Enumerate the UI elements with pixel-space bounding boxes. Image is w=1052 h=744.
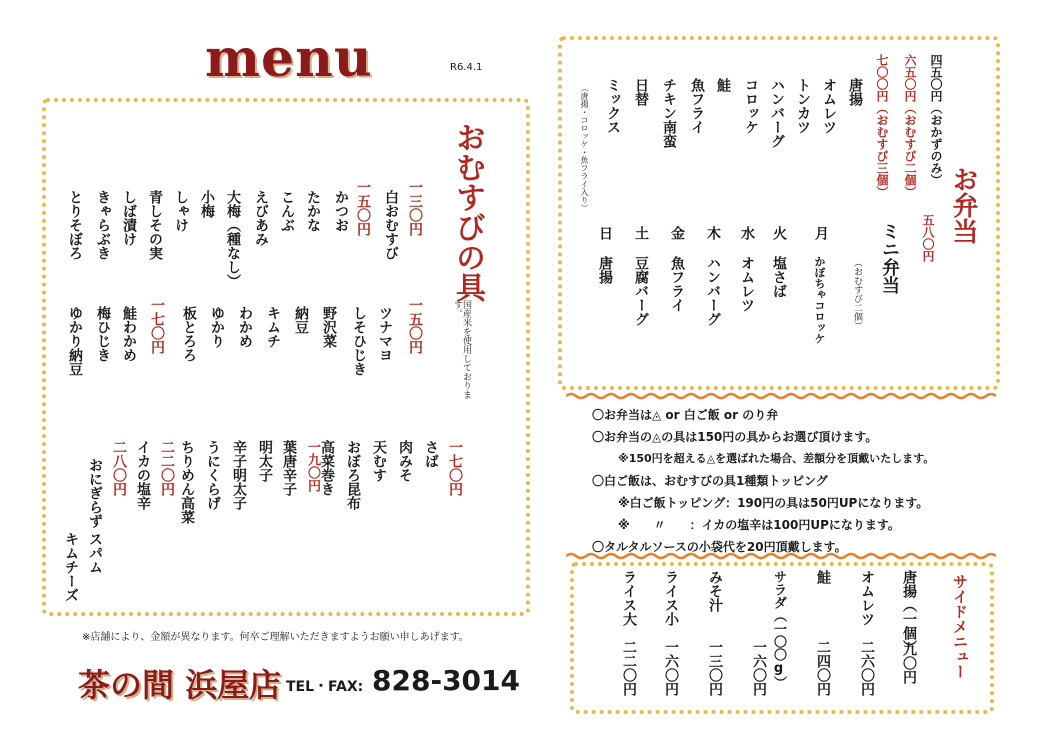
omusubi-item: おぼろ昆布 — [345, 440, 361, 510]
day-dish: 唐揚 — [597, 256, 613, 284]
info-line: ※150円を超える◬を選ばれた場合、差額分を頂戴いたします。 — [618, 452, 935, 465]
side-item-price: 一六〇円 — [751, 640, 767, 696]
omusubi-item: 納豆 — [293, 306, 309, 334]
bento-item: ミックス — [605, 78, 621, 134]
day-label: 土 — [633, 226, 649, 240]
omusubi-item: 野沢菜 — [321, 306, 337, 348]
tel-label: TEL・FAX: — [286, 679, 364, 695]
omusubi-item: 葉唐辛子 — [281, 440, 297, 496]
omusubi-item: イカの塩辛 — [135, 440, 151, 510]
omusubi-item: 小梅 — [199, 190, 215, 218]
side-item-name: 唐揚（一個） — [901, 570, 917, 654]
bento-item: 魚フライ — [689, 78, 705, 134]
omusubi-item: キムチ — [265, 306, 281, 348]
mini-price: 五八〇円 — [921, 214, 935, 262]
omusubi-item: とりそぼろ — [67, 190, 83, 260]
omusubi-item: キムチーズ — [63, 532, 79, 602]
side-item-price: 一六〇円 — [663, 640, 679, 696]
omusubi-item: スパム — [87, 532, 103, 574]
omusubi-item: ちりめん高菜 — [179, 440, 195, 524]
side-item-price: 二四〇円 — [815, 640, 831, 696]
day-dish: 豆腐バーグ — [633, 256, 649, 326]
bento-heading: お弁当 — [948, 166, 978, 244]
price-170-b: 一七〇円 — [447, 440, 463, 496]
price-190: 一九〇円 — [305, 440, 320, 492]
omusubi-item: しば漬け — [121, 190, 137, 246]
omusubi-item: わかめ — [237, 306, 253, 348]
side-heading: サイドメニュー — [951, 574, 969, 679]
price-220: 二二〇円 — [159, 440, 175, 496]
info-line: 〇白ご飯は、おむすびの具1種類トッピング — [592, 474, 828, 488]
info-line: 〇タルタルソースの小袋代を20円頂戴します。 — [592, 540, 847, 554]
omusubi-item: うにくらげ — [205, 440, 221, 510]
bento-item: ハンバーグ — [769, 78, 785, 148]
day-label: 木 — [705, 226, 721, 240]
omusubi-item: きゃらぶき — [95, 190, 111, 260]
bento-item: オムレツ — [821, 78, 837, 134]
menu-title: menu — [205, 28, 373, 89]
side-item-name: ライス大 — [621, 570, 637, 626]
info-line: 〇お弁当は◬ or 白ご飯 or のり弁 — [592, 408, 779, 422]
omusubi-item: さば — [423, 440, 439, 468]
omusubi-heading: おむすびの具 — [450, 122, 485, 302]
wave-divider-top — [566, 392, 996, 400]
omusubi-item: しゃけ — [173, 190, 189, 232]
side-item-price: 九〇円 — [901, 642, 917, 684]
day-dish: オムレツ — [739, 256, 755, 312]
side-item-name: 鮭 — [815, 570, 831, 584]
bento-price: 六五〇円（おむすび二個） — [903, 54, 917, 198]
price-150-a: 一五〇円 — [355, 180, 371, 236]
omusubi-item: 梅ひじき — [95, 306, 111, 362]
side-item-name: みそ汁 — [707, 570, 723, 612]
price-280: 二八〇円 — [111, 440, 127, 496]
omusubi-item: 肉みそ — [397, 440, 413, 482]
info-line: ※白ご飯トッピング：190円の具は50円UPになります。 — [618, 496, 929, 510]
day-label: 水 — [739, 226, 755, 240]
day-dish: かぼちゃコロッケ — [813, 256, 826, 344]
day-label: 月 — [813, 226, 829, 240]
wave-divider-bottom — [566, 552, 996, 560]
mini-sub: （おむすび二個） — [852, 258, 862, 330]
info-line: 〇お弁当の◬の具は150円の具からお選び頂けます。 — [592, 430, 878, 444]
bento-item: 日替 — [633, 78, 649, 106]
mini-title: ミニ弁当 — [879, 222, 900, 294]
omusubi-item: ツナマヨ — [377, 306, 393, 362]
omusubi-item: 鮭わかめ — [121, 306, 137, 362]
bento-item: チキン南蛮 — [661, 78, 677, 148]
price-130: 一三〇円 — [407, 180, 423, 236]
side-item-name: オムレツ — [859, 570, 875, 626]
day-dish: ハンバーグ — [705, 256, 721, 326]
day-dish: 魚フライ — [669, 256, 685, 312]
side-item-price: 一三〇円 — [707, 640, 723, 696]
bento-item: コロッケ — [743, 78, 759, 134]
omusubi-item: しそひじき — [351, 306, 367, 376]
price-170-a: 一七〇円 — [149, 298, 165, 354]
omusubi-item: ゆかり — [209, 306, 225, 348]
omusubi-item: えびあみ — [253, 190, 269, 246]
omusubi-item: たかな — [305, 190, 321, 232]
side-item-name: サラダ（一〇〇g） — [771, 570, 786, 689]
side-item-name: ライス小 — [663, 570, 679, 626]
day-dish: 塩さば — [771, 256, 787, 298]
mix-note: （唐揚・コロッケ・魚フライ入り） — [580, 84, 589, 212]
omusubi-item: 青しその実 — [147, 190, 163, 260]
bento-item: 鮭 — [715, 78, 731, 92]
omusubi-item: 白おむすび — [383, 190, 399, 260]
day-label: 金 — [669, 226, 685, 240]
footer-notice: ※店舗により、金額が異なります。何卒ご理解いただきますようお願い申しあげます。 — [82, 632, 469, 643]
omusubi-item: かつお — [333, 190, 349, 232]
bento-item: 唐揚 — [847, 78, 863, 106]
bento-price: 七〇〇円（おむすび三個） — [875, 54, 889, 198]
omusubi-item: 辛子明太子 — [231, 440, 247, 510]
omusubi-item: おにぎらず — [87, 458, 103, 528]
omusubi-item: ゆかり納豆 — [67, 306, 83, 376]
tel-number: 828-3014 — [372, 664, 520, 697]
menu-date: R6.4.1 — [450, 62, 483, 73]
omusubi-note: 国産米を使用しております。 — [452, 300, 471, 399]
bento-item: トンカツ — [795, 78, 811, 134]
omusubi-item: 明太子 — [257, 440, 273, 482]
omusubi-item: 天むす — [371, 440, 387, 482]
omusubi-item: 板とろろ — [181, 306, 197, 362]
omusubi-item: 大梅（種なし） — [225, 190, 241, 288]
bento-price: 四五〇円（おかずのみ） — [929, 54, 943, 186]
price-150-b: 一五〇円 — [407, 298, 423, 354]
omusubi-item: 高菜巻き — [319, 440, 335, 496]
info-line: ※ 〃 ：イカの塩辛は100円UPになります。 — [618, 518, 900, 532]
shop-name: 茶の間 浜屋店 — [78, 666, 282, 704]
day-label: 日 — [597, 226, 613, 240]
side-item-price: 二六〇円 — [859, 640, 875, 696]
day-label: 火 — [771, 226, 787, 240]
omusubi-item: こんぶ — [279, 190, 295, 232]
side-item-price: 二二〇円 — [621, 640, 637, 696]
